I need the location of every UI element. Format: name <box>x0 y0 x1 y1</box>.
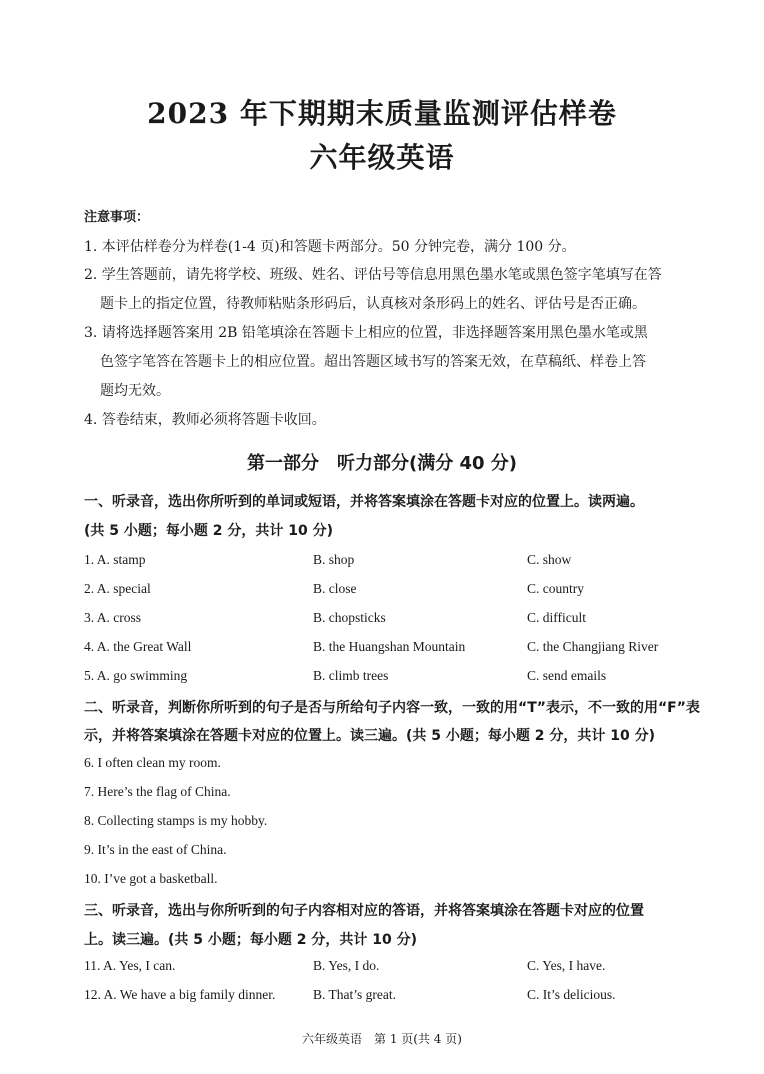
q11-option-c: C. Yes, I have. <box>527 958 606 973</box>
notice-item-2-cont: 题卡上的指定位置，待教师粘贴条形码后，认真核对条形码上的姓名、评估号是否正确。 <box>100 296 646 312</box>
q4-option-c: C. the Changjiang River <box>527 639 659 654</box>
q1-option-a: 1. A. stamp <box>84 552 146 567</box>
q4-option-b: B. the Huangshan Mountain <box>313 639 466 654</box>
q3-option-c: C. difficult <box>527 610 586 625</box>
q12-option-c: C. It’s delicious. <box>527 987 616 1002</box>
q7: 7. Here’s the flag of China. <box>84 784 231 799</box>
q5-option-a: 5. A. go swimming <box>84 668 188 683</box>
q3-option-a: 3. A. cross <box>84 610 141 625</box>
notice-item-4: 4. 答卷结束，教师必须将答题卡收回。 <box>84 412 326 428</box>
page-footer: 六年级英语 第 1 页(共 4 页) <box>302 1032 462 1046</box>
notice-item-3: 3. 请将选择题答案用 2B 铅笔填涂在答题卡上相应的位置，非选择题答案用黑色墨水笔或黑 <box>84 325 648 341</box>
q8: 8. Collecting stamps is my hobby. <box>84 813 268 828</box>
q10: 10. I’ve got a basketball. <box>84 871 218 886</box>
section2-instruction-cont: 示，并将答案填涂在答题卡对应的位置上。读三遍。(共 5 小题；每小题 2 分，共计 10 分) <box>84 728 656 744</box>
q3-option-b: B. chopsticks <box>313 610 386 625</box>
part1-title: 第一部分 听力部分(满分 40 分) <box>246 453 518 474</box>
notice-item-1: 1. 本评估样卷分为样卷(1-4 页)和答题卡两部分。50 分钟完卷，满分 100 分。 <box>84 239 576 255</box>
notice-item-3-cont2: 题均无效。 <box>100 383 170 399</box>
section2-instruction: 二、听录音，判断你所听到的句子是否与所给句子内容一致，一致的用“T”表示，不一致的用“F”表 <box>84 700 700 716</box>
q11-option-a: 11. A. Yes, I can. <box>84 958 176 973</box>
section1-instruction-cont: (共 5 小题；每小题 2 分，共计 10 分) <box>84 523 334 539</box>
notice-item-3-cont: 色签字笔答在答题卡上的相应位置。超出答题区域书写的答案无效，在草稿纸、样卷上答 <box>100 354 646 370</box>
q9: 9. It’s in the east of China. <box>84 842 227 857</box>
q6: 6. I often clean my room. <box>84 755 221 770</box>
q1-option-b: B. shop <box>313 552 355 567</box>
q2-option-b: B. close <box>313 581 357 596</box>
section1-instruction: 一、听录音，选出你所听到的单词或短语，并将答案填涂在答题卡对应的位置上。读两遍。 <box>84 494 644 510</box>
q1-option-c: C. show <box>527 552 572 567</box>
q11-option-b: B. Yes, I do. <box>313 958 380 973</box>
notice-heading: 注意事项： <box>84 210 150 225</box>
q2-option-c: C. country <box>527 581 584 596</box>
section3-instruction: 三、听录音，选出与你所听到的句子内容相对应的答语，并将答案填涂在答题卡对应的位置 <box>84 903 644 919</box>
q2-option-a: 2. A. special <box>84 581 151 596</box>
q5-option-c: C. send emails <box>527 668 607 683</box>
q12-option-a: 12. A. We have a big family dinner. <box>84 987 276 1002</box>
exam-subtitle: 六年级英语 <box>309 141 455 174</box>
q12-option-b: B. That’s great. <box>313 987 396 1002</box>
exam-title: 2023 年下期期末质量监测评估样卷 <box>147 97 617 130</box>
q4-option-a: 4. A. the Great Wall <box>84 639 192 654</box>
notice-item-2: 2. 学生答题前，请先将学校、班级、姓名、评估号等信息用黑色墨水笔或黑色签字笔填写在答 <box>84 267 662 283</box>
section3-instruction-cont: 上。读三遍。(共 5 小题；每小题 2 分，共计 10 分) <box>84 932 418 948</box>
q5-option-b: B. climb trees <box>313 668 389 683</box>
